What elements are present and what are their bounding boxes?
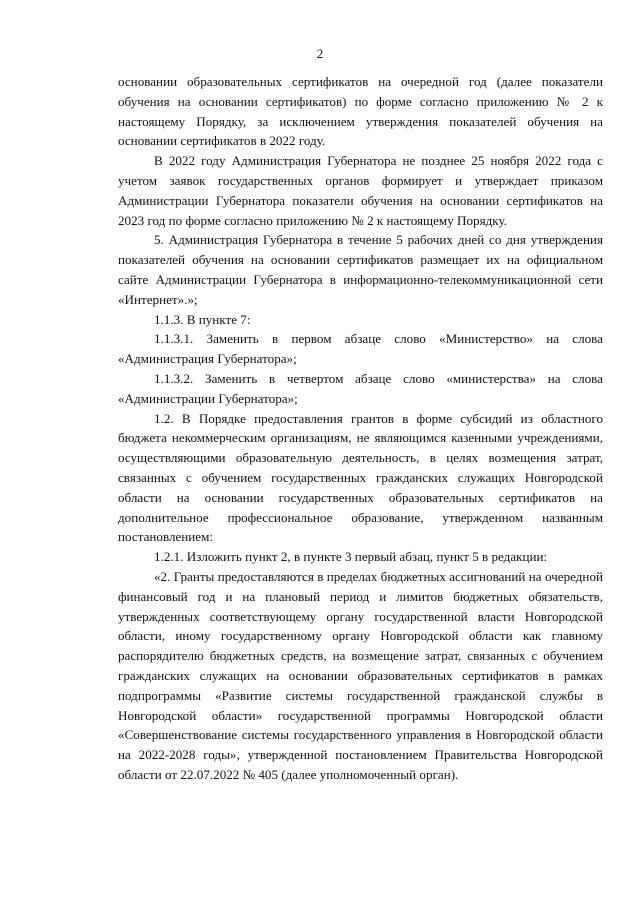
document-body xyxy=(118,72,603,785)
paragraph-9: «2. Гранты предоставляются в пределах бюджетных ассигнований на очередной финансовый год и на плановый период и лимитов бюджетных обязательств, утвержденных соответствующему органу государственной власти Новгородской области, иному государственному органу Новгородской области как главному распорядителю бюджетных средств, на возмещение затрат, связанных с обучением гражданских служащих на основании образовательных сертификатов в рамках подпрограммы «Развитие системы государственной гражданской службы в Новгородской области» государственной программы Новгородской области «Совершенствование системы государственного управления в Новгородской области на 2022-2028 годы», утвержденной постановлением Правительства Новгородской области от 22.07.2022 № 405 (далее уполномоченный орган). xyxy=(118,568,603,782)
page-number: 2 xyxy=(316,46,324,61)
paragraph-3: 5. Администрация Губернатора в течение 5 рабочих дней со дня утверждения показателей обучения на основании сертификатов размещает их на официальном сайте Администрации Губернатора в информационно-телекоммуникационной сети «Интернет».»; xyxy=(118,232,603,307)
paragraph-5: 1.1.3.1. Заменить в первом абзаце слово «Министерство» на слова «Администрация Губернатора»; xyxy=(118,331,603,367)
paragraph-1: основании образовательных сертификатов на очередной год (далее показатели обучения на основании сертификатов) по форме согласно приложению № 2 к настоящему Порядку, за исключением утверждения показателей обучения на основании сертификатов в 2022 году. xyxy=(118,74,603,149)
paragraph-7: 1.2. В Порядке предоставления грантов в форме субсидий из областного бюджета некоммерческим организациям, не являющимся казенными учреждениями, осуществляющими образовательную деятельность, в целях возмещения затрат, связанных с обучением государственных гражданских служащих Новгородской области на основании государственных образовательных сертификатов на дополнительное профессиональное образование, утвержденном названным постановлением: xyxy=(118,410,603,545)
paragraph-8: 1.2.1. Изложить пункт 2, в пункте 3 первый абзац, пункт 5 в редакции: xyxy=(154,549,548,565)
paragraph-6: 1.1.3.2. Заменить в четвертом абзаце слово «министерства» на слова «Администрации Губернатора»; xyxy=(118,370,603,406)
paragraph-4: 1.1.3. В пункте 7: xyxy=(154,311,251,327)
paragraph-2: В 2022 году Администрация Губернатора не позднее 25 ноября 2022 года с учетом заявок государственных органов формирует и утверждает приказом Администрации Губернатора показатели обучения на основании сертификатов на 2023 год по форме согласно приложению № 2 к настоящему Порядку. xyxy=(118,153,603,228)
